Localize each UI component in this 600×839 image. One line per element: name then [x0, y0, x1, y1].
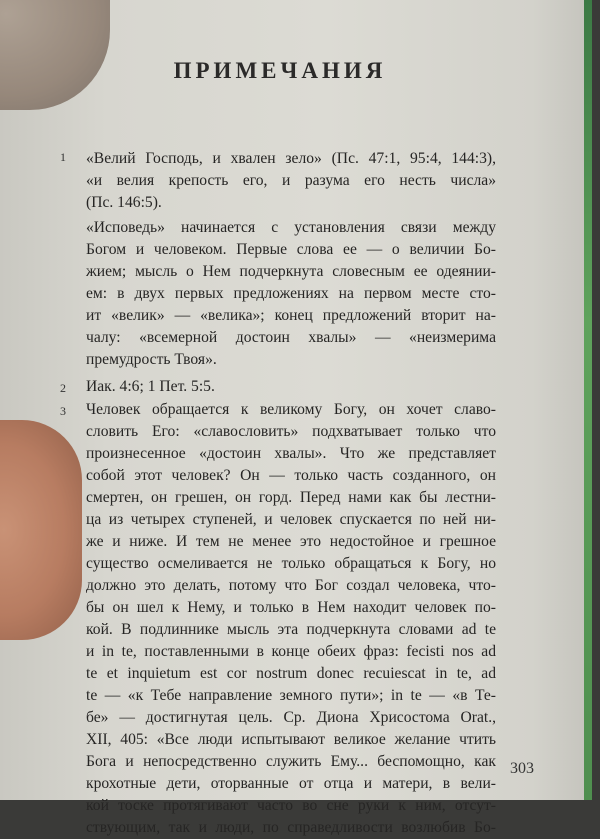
footnote-line: Бога и непосредственно служить Ему... беспомощно, как	[86, 753, 496, 770]
footnote-line: бы он шел к Нему, и только в Нем находит человек по-	[86, 599, 496, 616]
footnote-line: кой. В подлиннике мысль эта подчеркнута словами ad te	[86, 621, 496, 638]
page-number: 303	[510, 760, 534, 777]
footnote-line: «и велия крепость его, и разума его несть числа»	[86, 172, 496, 189]
footnote-line: премудрость Твоя».	[86, 351, 217, 368]
footnote-line: ствующим, так и люди, по справедливости возлюбив Бо-	[86, 819, 496, 836]
footnote-line: собой этот человек? Он — только часть созданного, он	[86, 467, 496, 484]
page-heading: ПРИМЕЧАНИЯ	[173, 58, 387, 83]
footnote-line: Иак. 4:6; 1 Пет. 5:5.	[86, 378, 215, 395]
footnote-line: ем: в двух первых предложениях на первом месте сто-	[86, 285, 496, 302]
footnote-line: должно это делать, потому что Бог создал человека, что-	[86, 577, 496, 594]
footnote-line: «Велий Господь, и хвален зело» (Пс. 47:1, 95:4, 144:3),	[86, 150, 496, 167]
footnote-line: жием; мысль о Нем подчеркнута словесным ее одеянии-	[86, 263, 496, 280]
footnote-line: существо осмеливается не только обращаться к Богу, но	[86, 555, 496, 572]
footnote-line: Богом и человеком. Первые слова ее — о величии Бо-	[86, 241, 496, 258]
footnote-line: крохотные дети, оторванные от отца и матери, в вели-	[86, 775, 496, 792]
footnote-line: ца из четырех ступеней, и человек спускается по ней ни-	[86, 511, 496, 528]
footnote-line: же и ниже. И тем не менее это недостойное и грешное	[86, 533, 496, 550]
footnote-line: произнесенное «достоин хвалы». Что же представляет	[86, 445, 496, 462]
finger-left	[0, 420, 82, 640]
footnote-number: 3	[60, 404, 66, 418]
thumb-top-left	[0, 0, 110, 110]
footnote-line: чалу: «всемерной достоин хвалы» — «неизмерима	[86, 329, 496, 346]
footnote-line: словить Его: «славословить» подхватывает только что	[86, 423, 496, 440]
footnote-line: «Исповедь» начинается с установления связи между	[86, 219, 496, 236]
footnote-line: ит «велик» — «велика»; конец предложений вторит на-	[86, 307, 496, 324]
footnote-line: XII, 405: «Все люди испытывают великое желание чтить	[86, 731, 496, 748]
footnote-line: бе» — достигнутая цель. Ср. Диона Хрисостома Orat.,	[86, 709, 496, 726]
footnote-line: te et inquietum est cor nostrum donec recuiescat in te, ad	[86, 665, 496, 682]
book-cover-edge	[584, 0, 592, 800]
footnote-line: кой тоске протягивают часто во сне руки к ним, отсут-	[86, 797, 496, 814]
footnote-line: (Пс. 146:5).	[86, 194, 162, 211]
footnote-number: 2	[60, 381, 66, 395]
footnote-line: и in te, поставленными в конце обеих фраз: fecisti nos ad	[86, 643, 496, 660]
footnote-number: 1	[60, 150, 66, 164]
footnote-line: Человек обращается к великому Богу, он хочет славо-	[86, 401, 496, 418]
footnote-line: смертен, он грешен, он горд. Перед нами как бы лестни-	[86, 489, 496, 506]
footnote-line: te — «к Тебе направление земного пути»; in te — «в Те-	[86, 687, 496, 704]
